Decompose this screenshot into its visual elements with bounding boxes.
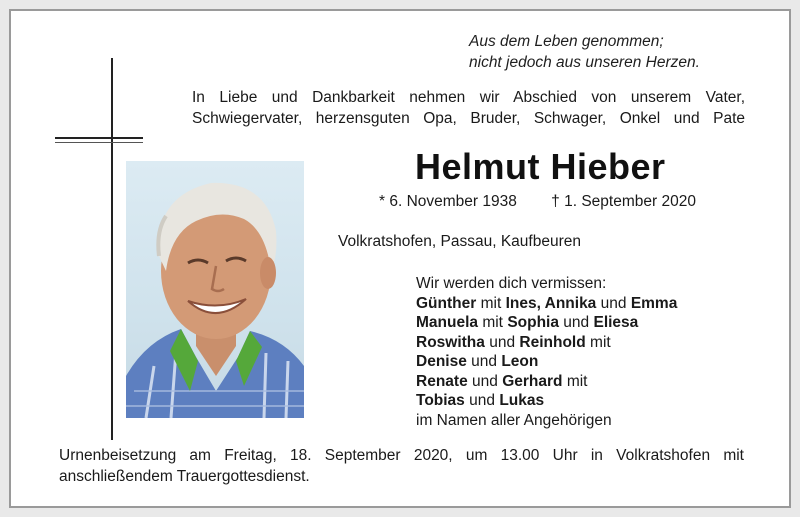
funeral-line-2: anschließendem Trauergottesdienst.: [59, 468, 310, 485]
family-row: [416, 313, 677, 333]
family-connector: mit: [482, 314, 503, 331]
family-member: Renate: [416, 372, 468, 390]
family-member: Ines, Annika: [505, 294, 597, 312]
cross-horizontal-bar-thin: [55, 142, 143, 143]
family-member: Gerhard: [502, 372, 563, 390]
family-member: Reinhold: [519, 333, 586, 351]
family-connector: und: [469, 392, 495, 409]
funeral-notice: [59, 445, 744, 487]
family-row: [416, 372, 677, 392]
family-heading: Wir werden dich vermissen:: [416, 275, 607, 292]
motto-line-1: Aus dem Leben genommen;: [469, 33, 664, 50]
family-member: Leon: [501, 353, 539, 370]
family-member: Roswitha: [416, 333, 485, 351]
family-connector: und: [471, 353, 498, 370]
family-member: Lukas: [499, 392, 545, 409]
family-member: Günther: [416, 294, 477, 312]
family-row: [416, 352, 677, 372]
family-connector: und: [600, 294, 627, 312]
family-member: Emma: [630, 294, 678, 312]
death-date: † 1. September 2020: [551, 193, 696, 210]
family-row: [416, 294, 677, 314]
motto-line-2: nicht jedoch aus unseren Herzen.: [469, 54, 700, 71]
family-connector: und: [563, 314, 590, 331]
family-member: Denise: [416, 353, 467, 370]
obituary-card: [9, 9, 791, 508]
life-dates: [379, 192, 696, 212]
places-line: Volkratshofen, Passau, Kaufbeuren: [338, 233, 581, 250]
family-row: [416, 333, 677, 353]
deceased-name: Helmut Hieber: [415, 146, 666, 187]
family-closing: im Namen aller Angehörigen: [416, 411, 612, 429]
intro-text: [192, 87, 745, 129]
intro-line-2: Schwiegervater, herzensguten Opa, Bruder, Schwager, Onkel und Pate: [192, 110, 745, 127]
family-connector: mit: [566, 372, 588, 390]
birth-date: * 6. November 1938: [379, 193, 517, 210]
family-member: Manuela: [416, 314, 479, 331]
portrait-illustration: [126, 161, 304, 418]
family-member: Sophia: [507, 314, 559, 331]
portrait-photo: [126, 161, 304, 418]
cross-horizontal-bar: [55, 137, 143, 139]
funeral-line-1: Urnenbeisetzung am Freitag, 18. September 2020, um 13.00 Uhr in Volkratshofen mit: [59, 447, 744, 464]
family-connector: mit: [590, 333, 611, 351]
family-member: Tobias: [416, 392, 465, 409]
family-connector: und: [472, 372, 498, 390]
family-connector: und: [489, 333, 516, 351]
intro-line-1: In Liebe und Dankbarkeit nehmen wir Abschied von unserem Vater,: [192, 89, 745, 106]
family-connector: mit: [480, 294, 502, 312]
family-list: [416, 274, 677, 430]
family-row: [416, 391, 677, 411]
motto: [469, 31, 700, 73]
cross-vertical-bar: [111, 58, 113, 440]
family-member: Eliesa: [593, 314, 639, 331]
